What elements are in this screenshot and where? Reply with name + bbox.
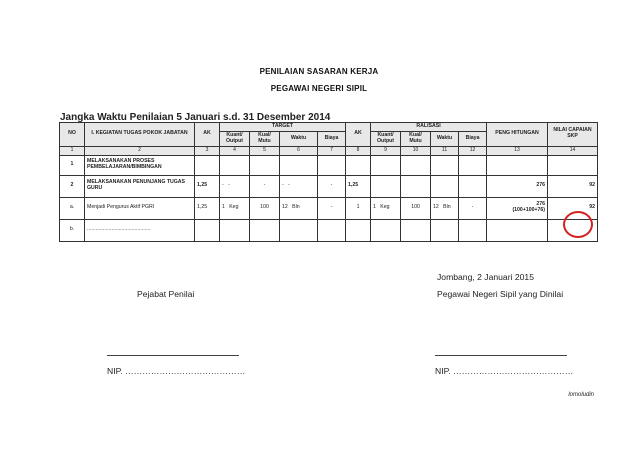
row-kuant — [220, 197, 250, 219]
row-ak: 1,25 — [195, 175, 220, 197]
header-kegiatan: I. KEGIATAN TUGAS POKOK JABATAN — [85, 123, 195, 147]
empty-cell — [318, 219, 346, 241]
kuant-value: - — [222, 182, 224, 189]
table-row — [60, 197, 598, 219]
empty-cell — [431, 175, 459, 197]
empty-cell — [371, 219, 401, 241]
empty-cell — [346, 155, 371, 175]
nip-left: NIP. …………………………………… — [107, 366, 246, 376]
col-number: 1 — [60, 146, 85, 155]
table-header-row — [60, 123, 598, 132]
empty-cell — [401, 219, 431, 241]
header-ak: AK — [195, 123, 220, 147]
hitung-value: 276 — [536, 201, 546, 208]
author-name: lomoludin — [568, 392, 594, 398]
signature-line-right — [435, 355, 567, 356]
empty-cell — [220, 219, 250, 241]
waktu-unit: Bln — [292, 204, 300, 211]
empty-cell — [195, 155, 220, 175]
empty-cell — [459, 219, 487, 241]
row-nilai: 92 — [548, 175, 598, 197]
row-no: b. — [60, 219, 85, 241]
col-number: 7 — [318, 146, 346, 155]
empty-cell — [548, 155, 598, 175]
col-number: 6 — [280, 146, 318, 155]
kuant-unit: - — [228, 182, 230, 189]
empty-cell — [401, 175, 431, 197]
row-waktu — [280, 175, 318, 197]
col-number: 8 — [346, 146, 371, 155]
waktu-value: - — [282, 182, 284, 189]
col-number: 13 — [487, 146, 548, 155]
row-label: ............................................ — [85, 219, 195, 241]
row-label: MELAKSANAKAN PROSES PEMBELAJARAN/BIMBINGAN — [85, 155, 195, 175]
empty-cell — [220, 155, 250, 175]
row-label: Menjadi Pengurus Aktif PGRI — [85, 197, 195, 219]
col-number: 14 — [548, 146, 598, 155]
waktu-unit: - — [288, 182, 290, 189]
empty-cell — [280, 155, 318, 175]
row-biaya: - — [318, 197, 346, 219]
col-number: 2 — [85, 146, 195, 155]
skp-table — [59, 122, 598, 242]
row-kual: 100 — [250, 197, 280, 219]
row-waktu-realisasi — [431, 197, 459, 219]
empty-cell — [487, 219, 548, 241]
empty-cell — [346, 219, 371, 241]
header-waktu-realisasi: Waktu — [431, 131, 459, 146]
pegawai-dinilai-label: Pegawai Negeri Sipil yang Dinilai — [437, 289, 564, 299]
waktu-value: 12 — [282, 204, 288, 211]
row-kual-realisasi: 100 — [401, 197, 431, 219]
header-biaya-realisasi: Biaya — [459, 131, 487, 146]
document-title-line2: PEGAWAI NEGERI SIPIL — [270, 84, 368, 93]
row-no: a. — [60, 197, 85, 219]
highlight-circle — [563, 211, 593, 238]
header-biaya: Biaya — [318, 131, 346, 146]
hitung-formula: (100+100+76) — [512, 207, 546, 214]
header-ak-realisasi: AK — [346, 123, 371, 147]
empty-cell — [195, 219, 220, 241]
header-waktu: Waktu — [280, 131, 318, 146]
kuant-value: 1 — [373, 204, 376, 211]
signature-line-left — [107, 355, 239, 356]
col-number: 12 — [459, 146, 487, 155]
header-target: TARGET — [220, 123, 346, 132]
empty-cell — [431, 219, 459, 241]
empty-cell — [459, 155, 487, 175]
empty-cell — [280, 219, 318, 241]
pejabat-penilai-label: Pejabat Penilai — [137, 289, 195, 299]
empty-cell — [250, 219, 280, 241]
empty-cell — [431, 155, 459, 175]
header-kuant-realisasi: Kuant/ Output — [371, 131, 401, 146]
row-ak: 1,25 — [195, 197, 220, 219]
header-no: NO — [60, 123, 85, 147]
empty-cell — [250, 155, 280, 175]
row-no: 2 — [60, 175, 85, 197]
row-kual: - — [250, 175, 280, 197]
col-number: 9 — [371, 146, 401, 155]
row-ak-realisasi: 1,25 — [346, 175, 371, 197]
empty-cell — [401, 155, 431, 175]
row-label: MELAKSANAKAN PENUNJANG TUGAS GURU — [85, 175, 195, 197]
empty-cell — [371, 155, 401, 175]
header-realisasi: RALISASI — [371, 123, 487, 132]
col-number: 10 — [401, 146, 431, 155]
column-number-row — [60, 146, 598, 155]
row-biaya-realisasi: - — [459, 197, 487, 219]
row-nilai: 92 — [548, 197, 598, 219]
kuant-value: 1 — [222, 204, 225, 211]
empty-cell — [371, 175, 401, 197]
assessment-period: Jangka Waktu Penilaian 5 Januari s.d. 31 Desember 2014 — [60, 112, 331, 123]
row-ak-realisasi: 1 — [346, 197, 371, 219]
table-row — [60, 155, 598, 175]
nip-right: NIP. …………………………………… — [435, 366, 574, 376]
row-kuant-realisasi — [371, 197, 401, 219]
row-kuant — [220, 175, 250, 197]
col-number: 11 — [431, 146, 459, 155]
row-perhitungan: 276 — [487, 175, 548, 197]
header-kuant: Kuant/ Output — [220, 131, 250, 146]
header-perhitungan: PENG HITUNGAN — [487, 123, 548, 147]
table-row — [60, 175, 598, 197]
row-biaya: - — [318, 175, 346, 197]
waktu-value: 12 — [433, 204, 439, 211]
waktu-unit: Bln — [443, 204, 451, 211]
col-number: 3 — [195, 146, 220, 155]
place-date: Jombang, 2 Januari 2015 — [437, 272, 534, 282]
empty-cell — [487, 155, 548, 175]
header-nilai-capaian: NILAI CAPAIAN SKP — [548, 123, 598, 147]
row-waktu — [280, 197, 318, 219]
empty-cell — [318, 155, 346, 175]
header-kual: Kual/ Mutu — [250, 131, 280, 146]
empty-cell — [459, 175, 487, 197]
row-no: 1 — [60, 155, 85, 175]
table-row — [60, 219, 598, 241]
col-number: 4 — [220, 146, 250, 155]
row-perhitungan — [487, 197, 548, 219]
kuant-unit: Keg — [380, 204, 390, 211]
header-kual-realisasi: Kual/ Mutu — [401, 131, 431, 146]
kuant-unit: Keg — [229, 204, 239, 211]
col-number: 5 — [250, 146, 280, 155]
document-title-line1: PENILAIAN SASARAN KERJA — [259, 67, 379, 76]
